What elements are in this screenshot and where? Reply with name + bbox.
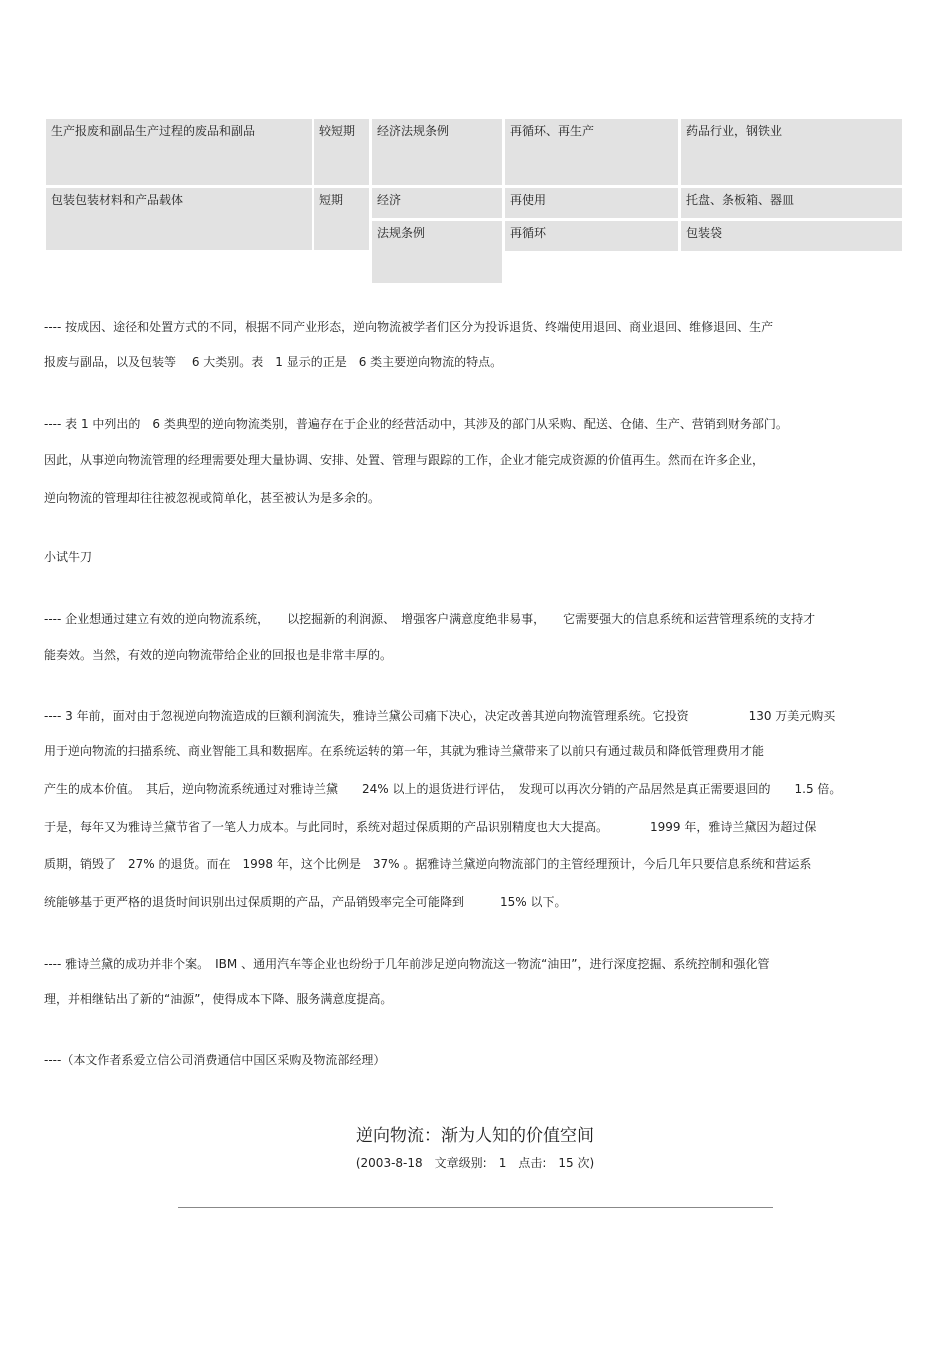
text-line: 质期，销毁了 27% 的退货。而在 1998 年，这个比例是 37% 。据雅诗兰黛逆向物流部门的主管经理预计，今后几年只要信息系统和营运系: [44, 857, 812, 871]
table-cell: 再使用: [505, 188, 678, 218]
table-cell: 较短期: [314, 119, 369, 185]
text-line: ---- 按成因、途径和处置方式的不同，根据不同产业形态，逆向物流被学者们区分为投诉退货、终端使用退回、商业退回、维修退回、生产: [44, 320, 774, 334]
article-title: 逆向物流：渐为人知的价值空间: [356, 1126, 594, 1146]
table-cell: 再循环: [505, 221, 678, 251]
table-cell: 经济: [372, 188, 502, 218]
text-line: 因此，从事逆向物流管理的经理需要处理大量协调、安排、处置、管理与跟踪的工作，企业才能完成资源的价值再生。然而在许多企业，: [44, 453, 765, 467]
text-line: ---- 企业想通过建立有效的逆向物流系统， 以挖掘新的利润源、 增强客户满意度绝非易事， 它需要强大的信息系统和运营管理系统的支持才: [44, 612, 816, 626]
text-line: 于是，每年又为雅诗兰黛节省了一笔人力成本。与此同时，系统对超过保质期的产品识别精度也大大提高。 1999 年，雅诗兰黛因为超过保: [44, 820, 817, 834]
table-cell: 短期: [314, 188, 369, 250]
table-cell: 再循环、再生产: [505, 119, 678, 185]
table-cell: 药品行业，钢铁业: [681, 119, 902, 185]
table-cell: 法规条例: [372, 221, 502, 283]
text-line: ---- 3 年前，面对由于忽视逆向物流造成的巨额利润流失，雅诗兰黛公司痛下决心，决定改善其逆向物流管理系统。它投资 130 万美元购买: [44, 709, 836, 723]
article-meta: (2003-8-18 文章级别: 1 点击: 15 次): [355, 1156, 595, 1170]
text-line: 理，并相继钻出了新的“油源”，使得成本下降、服务满意度提高。: [44, 992, 393, 1006]
author-note: ----（本文作者系爱立信公司消费通信中国区采购及物流部经理）: [44, 1053, 386, 1067]
table-cell: 托盘、条板箱、器皿: [681, 188, 902, 218]
text-line: ---- 表 1 中列出的 6 类典型的逆向物流类别，普遍存在于企业的经营活动中，其涉及的部门从采购、配送、仓储、生产、营销到财务部门。: [44, 417, 788, 431]
text-line: 能奏效。当然，有效的逆向物流带给企业的回报也是非常丰厚的。: [44, 648, 393, 662]
text-line: 产生的成本价值。 其后，逆向物流系统通过对雅诗兰黛 24% 以上的退货进行评估， 发现可以再次分销的产品居然是真正需要退回的 1.5 倍。: [44, 782, 842, 796]
table-cell: 经济法规条例: [372, 119, 502, 185]
text-line: 用于逆向物流的扫描系统、商业智能工具和数据库。在系统运转的第一年，其就为雅诗兰黛带来了以前只有通过裁员和降低管理费用才能: [44, 744, 765, 758]
text-line: ---- 雅诗兰黛的成功并非个案。 IBM 、通用汽车等企业也纷纷于几年前涉足逆向物流这一物流“油田”，进行深度挖掘、系统控制和强化管: [44, 957, 770, 971]
table-cell: 生产报废和副品生产过程的废品和副品: [46, 119, 312, 185]
section-heading: 小试牛刀: [44, 550, 93, 564]
text-line: 统能够基于更严格的退货时间识别出过保质期的产品，产品销毁率完全可能降到 15% 以下。: [44, 895, 567, 909]
divider: [178, 1207, 773, 1208]
text-line: 逆向物流的管理却往往被忽视或简单化，甚至被认为是多余的。: [44, 491, 381, 505]
table-cell: 包装包装材料和产品载体: [46, 188, 312, 250]
table-cell: 包装袋: [681, 221, 902, 251]
text-line: 报废与副品，以及包装等 6 大类别。表 1 显示的正是 6 类主要逆向物流的特点。: [44, 355, 503, 369]
